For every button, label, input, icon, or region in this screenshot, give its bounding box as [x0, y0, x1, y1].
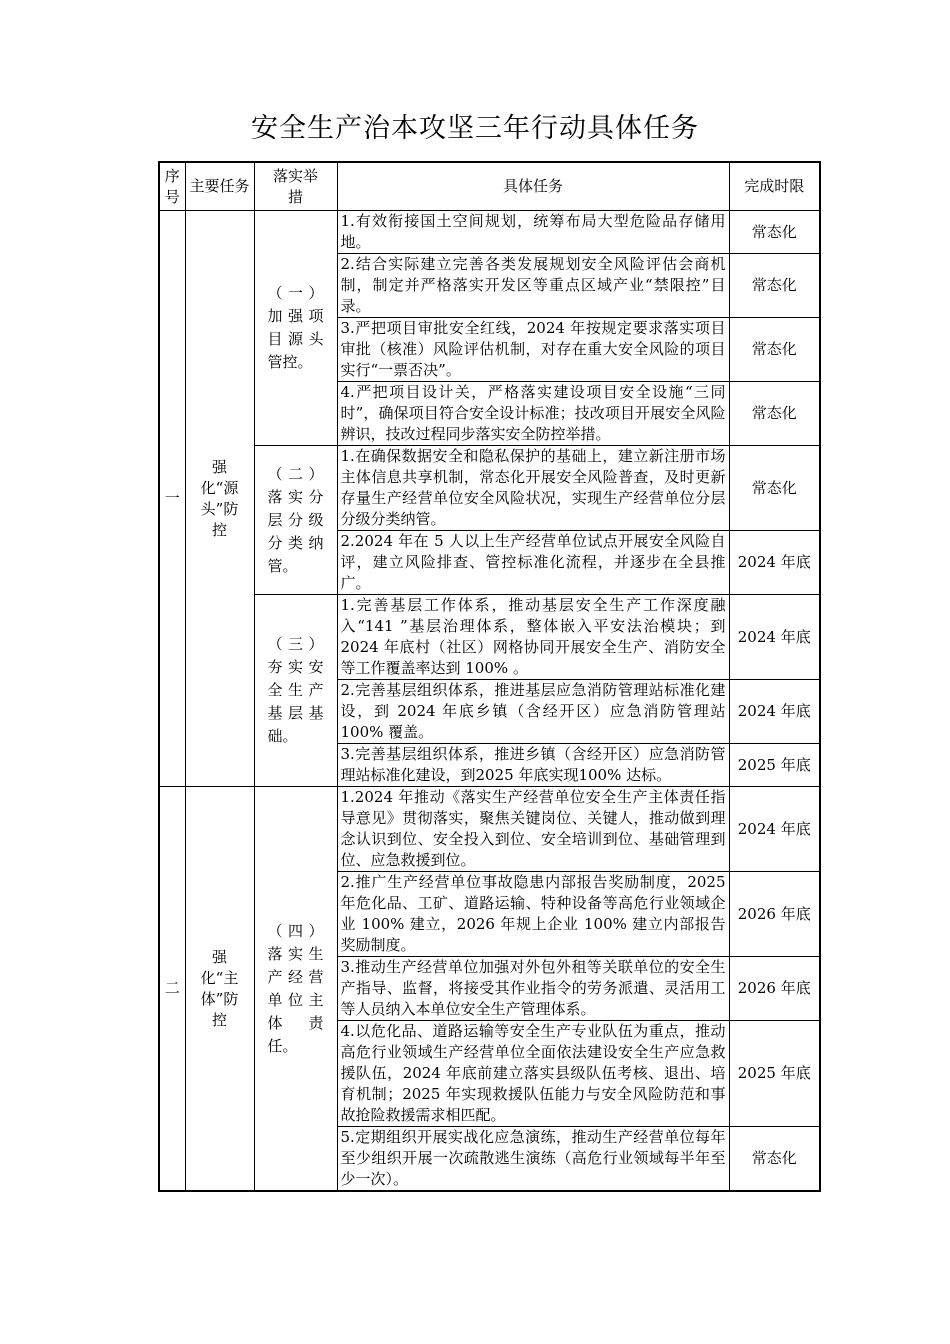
- task-deadline: 2025 年底: [729, 744, 820, 787]
- main-task-label: 强化“源头”防控: [200, 457, 239, 539]
- task-text: 4.严把项目设计关，严格落实建设项目安全设施“三同时”，确保项目符合安全设计标准；技改项目开展安全风险辨识，技改过程同步落实安全防控举措。: [337, 382, 729, 446]
- task-deadline: 常态化: [729, 446, 820, 531]
- section-number: 一: [159, 211, 185, 787]
- task-text: 2.结合实际建立完善各类发展规划安全风险评估会商机制，制定并严格落实开发区等重点区域产业“禁限控”目录。: [337, 254, 729, 318]
- table-row: [159, 446, 820, 531]
- task-text: 3.推动生产经营单位加强对外包外租等关联单位的安全生产指导、监督，将接受其作业指令的劳务派遣、灵活用工等人员纳入本单位安全生产管理体系。: [337, 957, 729, 1021]
- task-deadline: 2024 年底: [729, 531, 820, 595]
- header-measure: 落实举措: [254, 162, 337, 211]
- task-text: 4.以危化品、道路运输等安全生产专业队伍为重点，推动高危行业领域生产经营单位全面依法建设安全生产应急救援队伍，2024 年底前建立落实县级队伍考核、退出、培育机制；2025 年实现救援队伍能力与安全风险防范和事故抢险救援需求相匹配。: [337, 1021, 729, 1127]
- task-deadline: 2024 年底: [729, 595, 820, 680]
- task-deadline: 2026 年底: [729, 957, 820, 1021]
- measure-cell: [254, 446, 337, 595]
- task-table: [158, 161, 821, 1192]
- task-deadline: 常态化: [729, 254, 820, 318]
- task-text: 3.完善基层组织体系，推进乡镇（含经开区）应急消防管理站标准化建设，到2025 年底实现100% 达标。: [337, 744, 729, 787]
- table-row: [159, 211, 820, 254]
- task-deadline: 2026 年底: [729, 872, 820, 957]
- header-main-task: 主要任务: [185, 162, 254, 211]
- task-text: 2.2024 年在 5 人以上生产经营单位试点开展安全风险自评，建立风险排查、管控标准化流程，并逐步在全县推广。: [337, 531, 729, 595]
- header-task: 具体任务: [337, 162, 729, 211]
- measure-cell: [254, 787, 337, 1192]
- measure-cell: [254, 595, 337, 787]
- header-row: [159, 162, 820, 211]
- header-seq: 序号: [159, 162, 185, 211]
- task-deadline: 常态化: [729, 211, 820, 254]
- main-task-cell: [185, 211, 254, 787]
- task-text: 1.有效衔接国土空间规划，统筹布局大型危险品存储用地。: [337, 211, 729, 254]
- measure-cell: [254, 211, 337, 446]
- task-text: 5.定期组织开展实战化应急演练，推动生产经营单位每年至少组织开展一次疏散逃生演练（高危行业领域每半年至少一次）。: [337, 1127, 729, 1192]
- task-deadline: 2025 年底: [729, 1021, 820, 1127]
- main-task-label: 强化“主体”防控: [200, 947, 239, 1029]
- table-row: [159, 787, 820, 872]
- section-number: 二: [159, 787, 185, 1192]
- header-deadline: 完成时限: [729, 162, 820, 211]
- main-task-cell: [185, 787, 254, 1192]
- measure-label: （三）夯实安全生产基层基础。: [267, 635, 324, 745]
- measure-label: （二）落实分层分级分类纳管。: [267, 464, 324, 575]
- task-deadline: 常态化: [729, 1127, 820, 1192]
- measure-label: （四）落实生产经营单位主体责任。: [267, 921, 324, 1055]
- task-deadline: 常态化: [729, 318, 820, 382]
- task-text: 1.在确保数据安全和隐私保护的基础上，建立新注册市场主体信息共享机制，常态化开展安全风险普查，及时更新存量生产经营单位安全风险状况，实现生产经营单位分层分级分类纳管。: [337, 446, 729, 531]
- measure-label: （一）加强项目源头管控。: [267, 284, 324, 371]
- task-text: 2.推广生产经营单位事故隐患内部报告奖励制度，2025 年危化品、工矿、道路运输、特种设备等高危行业领域企业 100% 建立，2026 年规上企业 100% 建立内部报告奖励制度。: [337, 872, 729, 957]
- task-deadline: 2024 年底: [729, 680, 820, 744]
- task-text: 3.严把项目审批安全红线，2024 年按规定要求落实项目审批（核准）风险评估机制，对存在重大安全风险的项目实行“一票否决”。: [337, 318, 729, 382]
- page-title: 安全生产治本攻坚三年行动具体任务: [251, 113, 699, 144]
- task-deadline: 常态化: [729, 382, 820, 446]
- table-row: [159, 595, 820, 680]
- task-text: 1.2024 年推动《落实生产经营单位安全生产主体责任指导意见》贯彻落实，聚焦关键岗位、关键人，推动做到理念认识到位、安全投入到位、安全培训到位、基础管理到位、应急救援到位。: [337, 787, 729, 872]
- task-text: 2.完善基层组织体系，推进基层应急消防管理站标准化建设，到 2024 年底乡镇（含经开区）应急消防管理站 100% 覆盖。: [337, 680, 729, 744]
- task-deadline: 2024 年底: [729, 787, 820, 872]
- task-text: 1.完善基层工作体系，推动基层安全生产工作深度融入“141 ”基层治理体系，整体嵌入平安法治模块；到 2024 年底村（社区）网格协同开展安全生产、消防安全等工作覆盖率达到 100% 。: [337, 595, 729, 680]
